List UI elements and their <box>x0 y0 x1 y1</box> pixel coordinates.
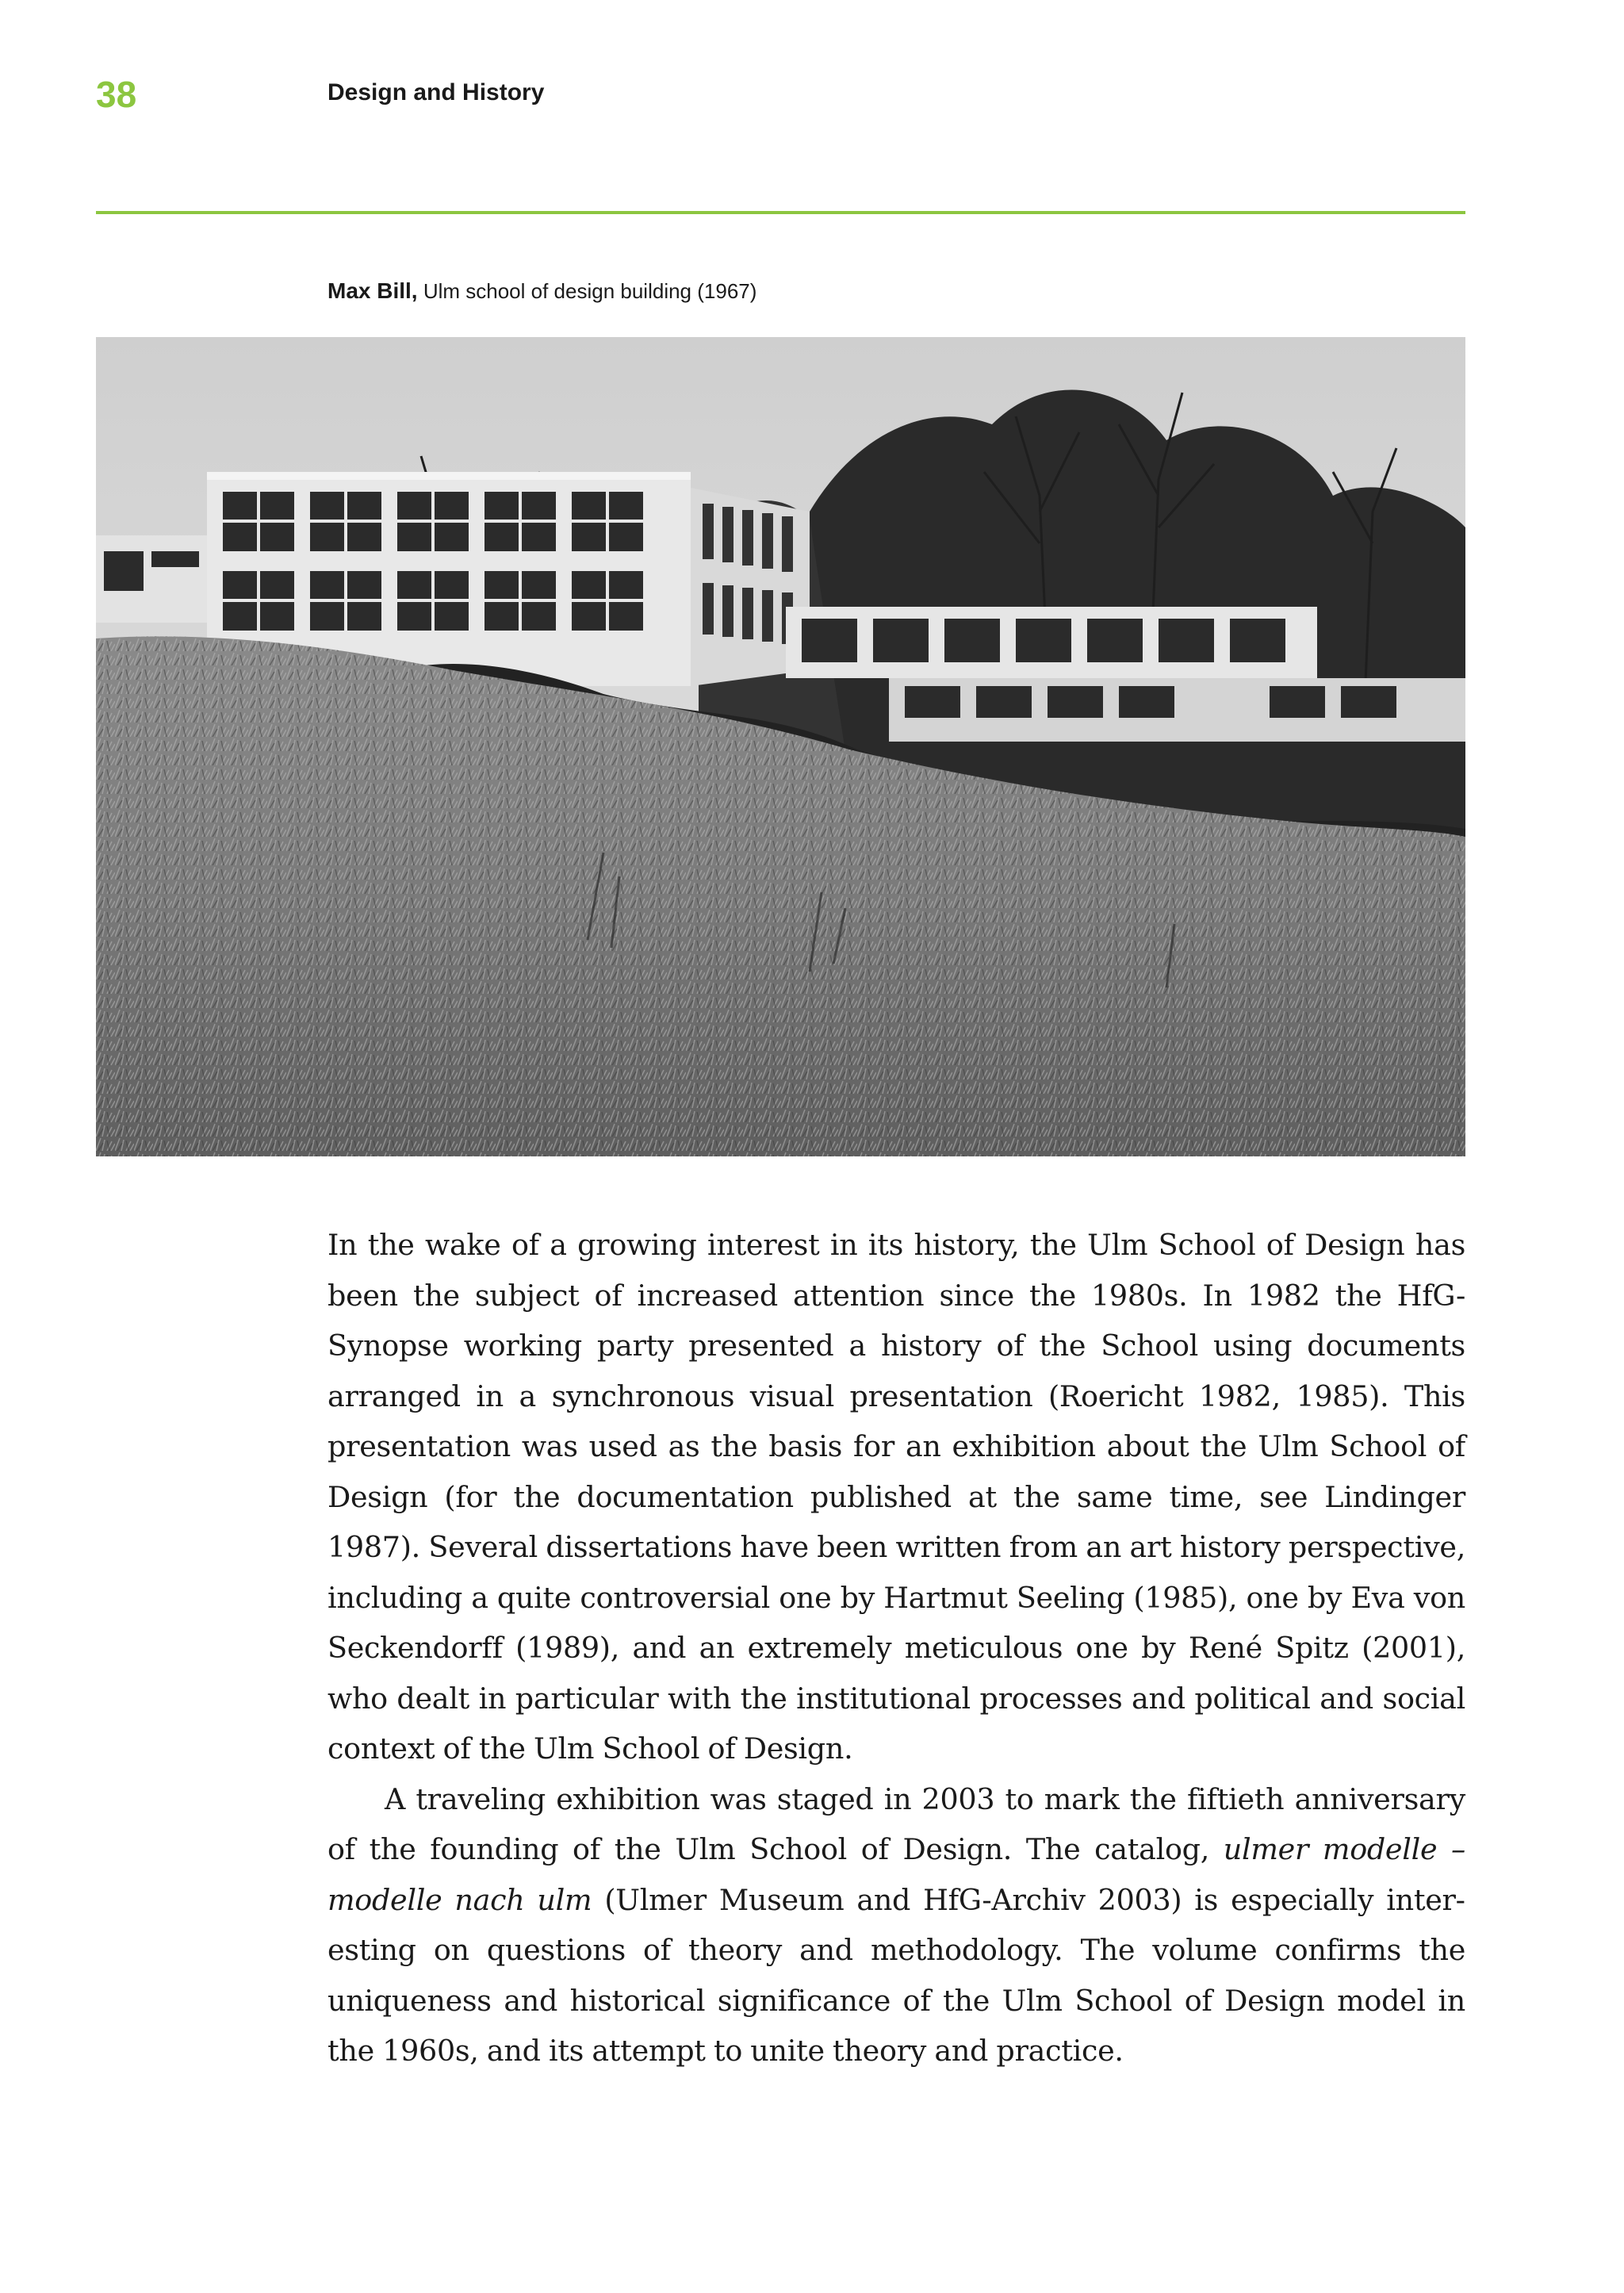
body-paragraph-2 <box>327 1774 1465 2076</box>
running-head: Design and History <box>327 79 545 105</box>
body-paragraph-1: In the wake of a growing interest in its history, the Ulm School of Design has been the subject of increased attention since the 1980s. In 1982 the HfG-Synopse working party presented a history of the School using documents arranged in a synchronous visual presentation (Roericht 1982, 1985). This presentation was used as the basis for an exhibition about the Ulm School of Design (for the documentation published at the same time, see Lindinger 1987). Several dissertations have been written from an art history perspective, including a quite controversial one by Hartmut Seeling (1985), one by Eva von Seckendorff (1989), and an extremely meticulous one by René Spitz (2001), who dealt in particular with the institutional processes and political and social context of the Ulm School of Design. <box>327 1228 1465 1766</box>
paragraph-2-end: (Ulmer Museum and HfG-Archiv 2003) is especially interesting on questions of theory and methodology. The volume confirms the uniqueness and historical significance of the Ulm School of Design model in the 1960s, and its attempt to unite theory and practice. <box>327 1882 1465 2068</box>
caption-author: Max Bill, <box>327 278 418 303</box>
body-text <box>327 1220 1465 2076</box>
paragraph-2-start: A traveling exhibition was staged in 2003 to mark the fiftieth anniversary of the founding of the Ulm School of Design. The catalog, <box>327 1781 1465 1866</box>
page-number: 38 <box>96 74 137 115</box>
building-photo <box>96 337 1465 1156</box>
caption-text: Ulm school of design building (1967) <box>423 279 757 303</box>
catalog-title: ulmer modelle – modelle nach ulm <box>327 1832 1465 1917</box>
building-photo-illustration <box>96 337 1465 1156</box>
header-rule <box>96 211 1465 214</box>
figure-caption <box>327 278 756 305</box>
